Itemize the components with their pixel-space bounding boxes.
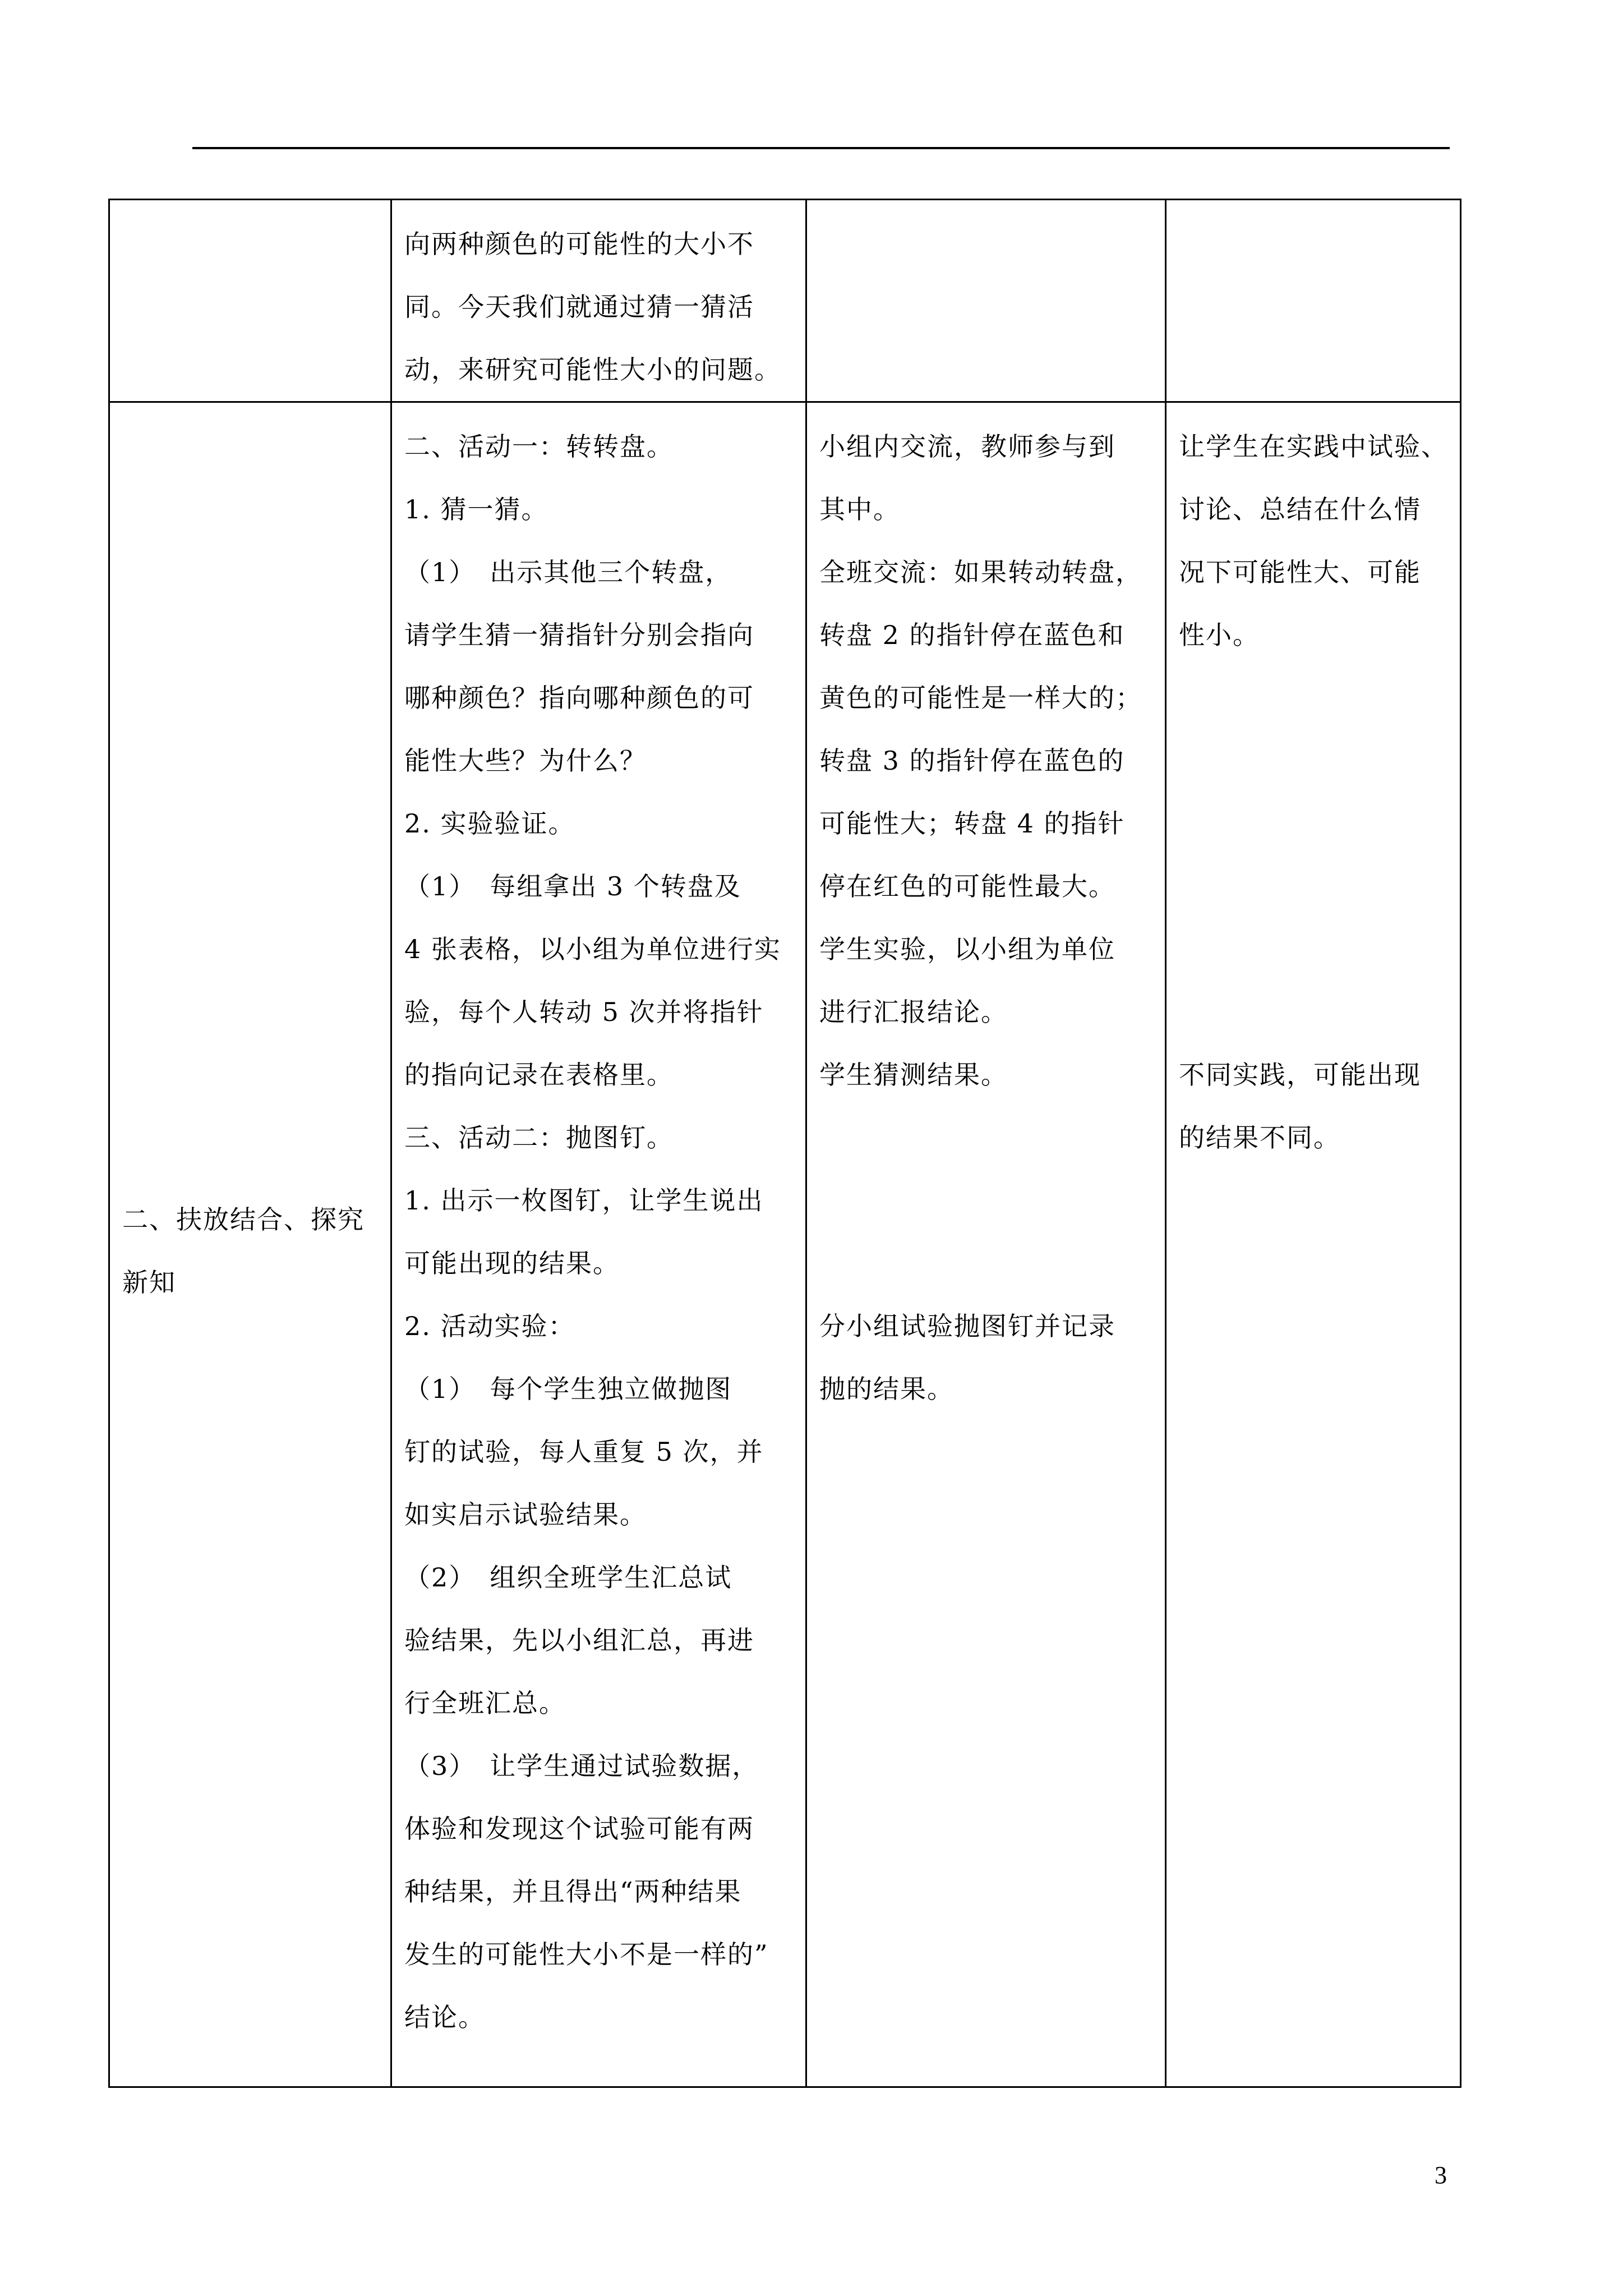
cell-line: 分小组试验抛图钉并记录: [819, 1311, 1115, 1341]
stage-cell: [109, 402, 391, 2087]
cell-line: 黄色的可能性是一样大的；: [819, 683, 1142, 713]
cell-line: 二、扶放结合、探究: [122, 1204, 365, 1235]
cell-line: 的结果不同。: [1179, 1122, 1340, 1153]
student-activity-cell: [806, 402, 1166, 2087]
header-rule: [192, 147, 1450, 149]
cell-line: 的指向记录在表格里。: [404, 1060, 674, 1090]
cell-line: 进行汇报结论。: [819, 997, 1008, 1027]
table-row: [109, 402, 1461, 2087]
cell-line: 种结果，并且得出“两种结果: [404, 1876, 742, 1907]
cell-line: 哪种颜色？指向哪种颜色的可: [404, 683, 754, 713]
cell-line: [1179, 855, 1449, 918]
cell-line: 验结果，先以小组汇总，再进: [404, 1625, 754, 1655]
cell-line: 转盘 2 的指针停在蓝色和: [819, 620, 1125, 650]
cell-line: 不同实践，可能出现: [1179, 1060, 1421, 1090]
cell-line: 可能性大；转盘 4 的指针: [819, 808, 1125, 839]
cell-line: 性小。: [1179, 620, 1260, 650]
cell-line: 1. 猜一猜。: [404, 494, 548, 524]
cell-line: 行全班汇总。: [404, 1688, 566, 1718]
student-activity-cell: [806, 200, 1166, 402]
cell-line: （1） 每组拿出 3 个转盘及: [404, 871, 741, 901]
cell-line: 转盘 3 的指针停在蓝色的: [819, 746, 1125, 776]
cell-line: 二、活动一：转转盘。: [404, 431, 674, 462]
stage-cell: [109, 200, 391, 402]
cell-line: 让学生在实践中试验、: [1179, 431, 1448, 462]
cell-line: [1179, 981, 1449, 1043]
teacher-activity-cell: [391, 402, 806, 2087]
cell-line: 其中。: [819, 494, 900, 524]
cell-line: 新知: [122, 1267, 176, 1297]
cell-line: 2. 实验验证。: [404, 808, 575, 839]
cell-line: （2） 组织全班学生汇总试: [404, 1562, 732, 1593]
cell-line: 全班交流：如果转动转盘，: [819, 557, 1142, 587]
cell-line: [819, 1169, 1154, 1232]
cell-line: 况下可能性大、可能: [1179, 557, 1421, 587]
cell-line: 可能出现的结果。: [404, 1248, 620, 1278]
cell-line: [1179, 792, 1449, 855]
design-intent-cell: [1166, 200, 1461, 402]
cell-line: 结论。: [404, 2002, 485, 2032]
cell-line: [819, 1106, 1154, 1169]
cell-line: [1179, 729, 1449, 792]
cell-line: （1） 每个学生独立做抛图: [404, 1374, 732, 1404]
cell-line: （1） 出示其他三个转盘，: [404, 557, 732, 587]
cell-line: 动，来研究可能性大小的问题。: [404, 355, 781, 385]
teacher-activity-cell: [391, 200, 806, 402]
cell-line: 停在红色的可能性最大。: [819, 871, 1115, 901]
cell-line: 1. 出示一枚图钉，让学生说出: [404, 1185, 764, 1216]
cell-line: 向两种颜色的可能性的大小不: [404, 229, 754, 259]
cell-line: 能性大些？为什么？: [404, 746, 647, 776]
cell-line: 如实启示试验结果。: [404, 1499, 647, 1530]
cell-line: （3） 让学生通过试验数据，: [404, 1751, 759, 1781]
cell-line: 验，每个人转动 5 次并将指针: [404, 997, 764, 1027]
table-row: [109, 200, 1461, 402]
cell-line: 小组内交流，教师参与到: [819, 431, 1115, 462]
cell-line: 钉的试验，每人重复 5 次，并: [404, 1437, 764, 1467]
page-number: 3: [1435, 2161, 1447, 2189]
cell-line: 4 张表格，以小组为单位进行实: [404, 934, 781, 964]
cell-line: 发生的可能性大小不是一样的”: [404, 1939, 769, 1970]
cell-line: 三、活动二：抛图钉。: [404, 1122, 674, 1153]
cell-line: 学生实验，以小组为单位: [819, 934, 1115, 964]
cell-line: 抛的结果。: [819, 1374, 954, 1404]
cell-line: 请学生猜一猜指针分别会指向: [404, 620, 754, 650]
cell-line: 2. 活动实验：: [404, 1311, 575, 1341]
cell-line: [1179, 666, 1449, 729]
design-intent-cell: [1166, 402, 1461, 2087]
cell-line: [1179, 918, 1449, 981]
cell-line: [819, 1232, 1154, 1295]
cell-line: 同。今天我们就通过猜一猜活: [404, 292, 754, 322]
lesson-plan-table: [108, 199, 1461, 2088]
cell-line: 讨论、总结在什么情: [1179, 494, 1421, 524]
cell-line: 体验和发现这个试验可能有两: [404, 1814, 754, 1844]
cell-line: 学生猜测结果。: [819, 1060, 1008, 1090]
